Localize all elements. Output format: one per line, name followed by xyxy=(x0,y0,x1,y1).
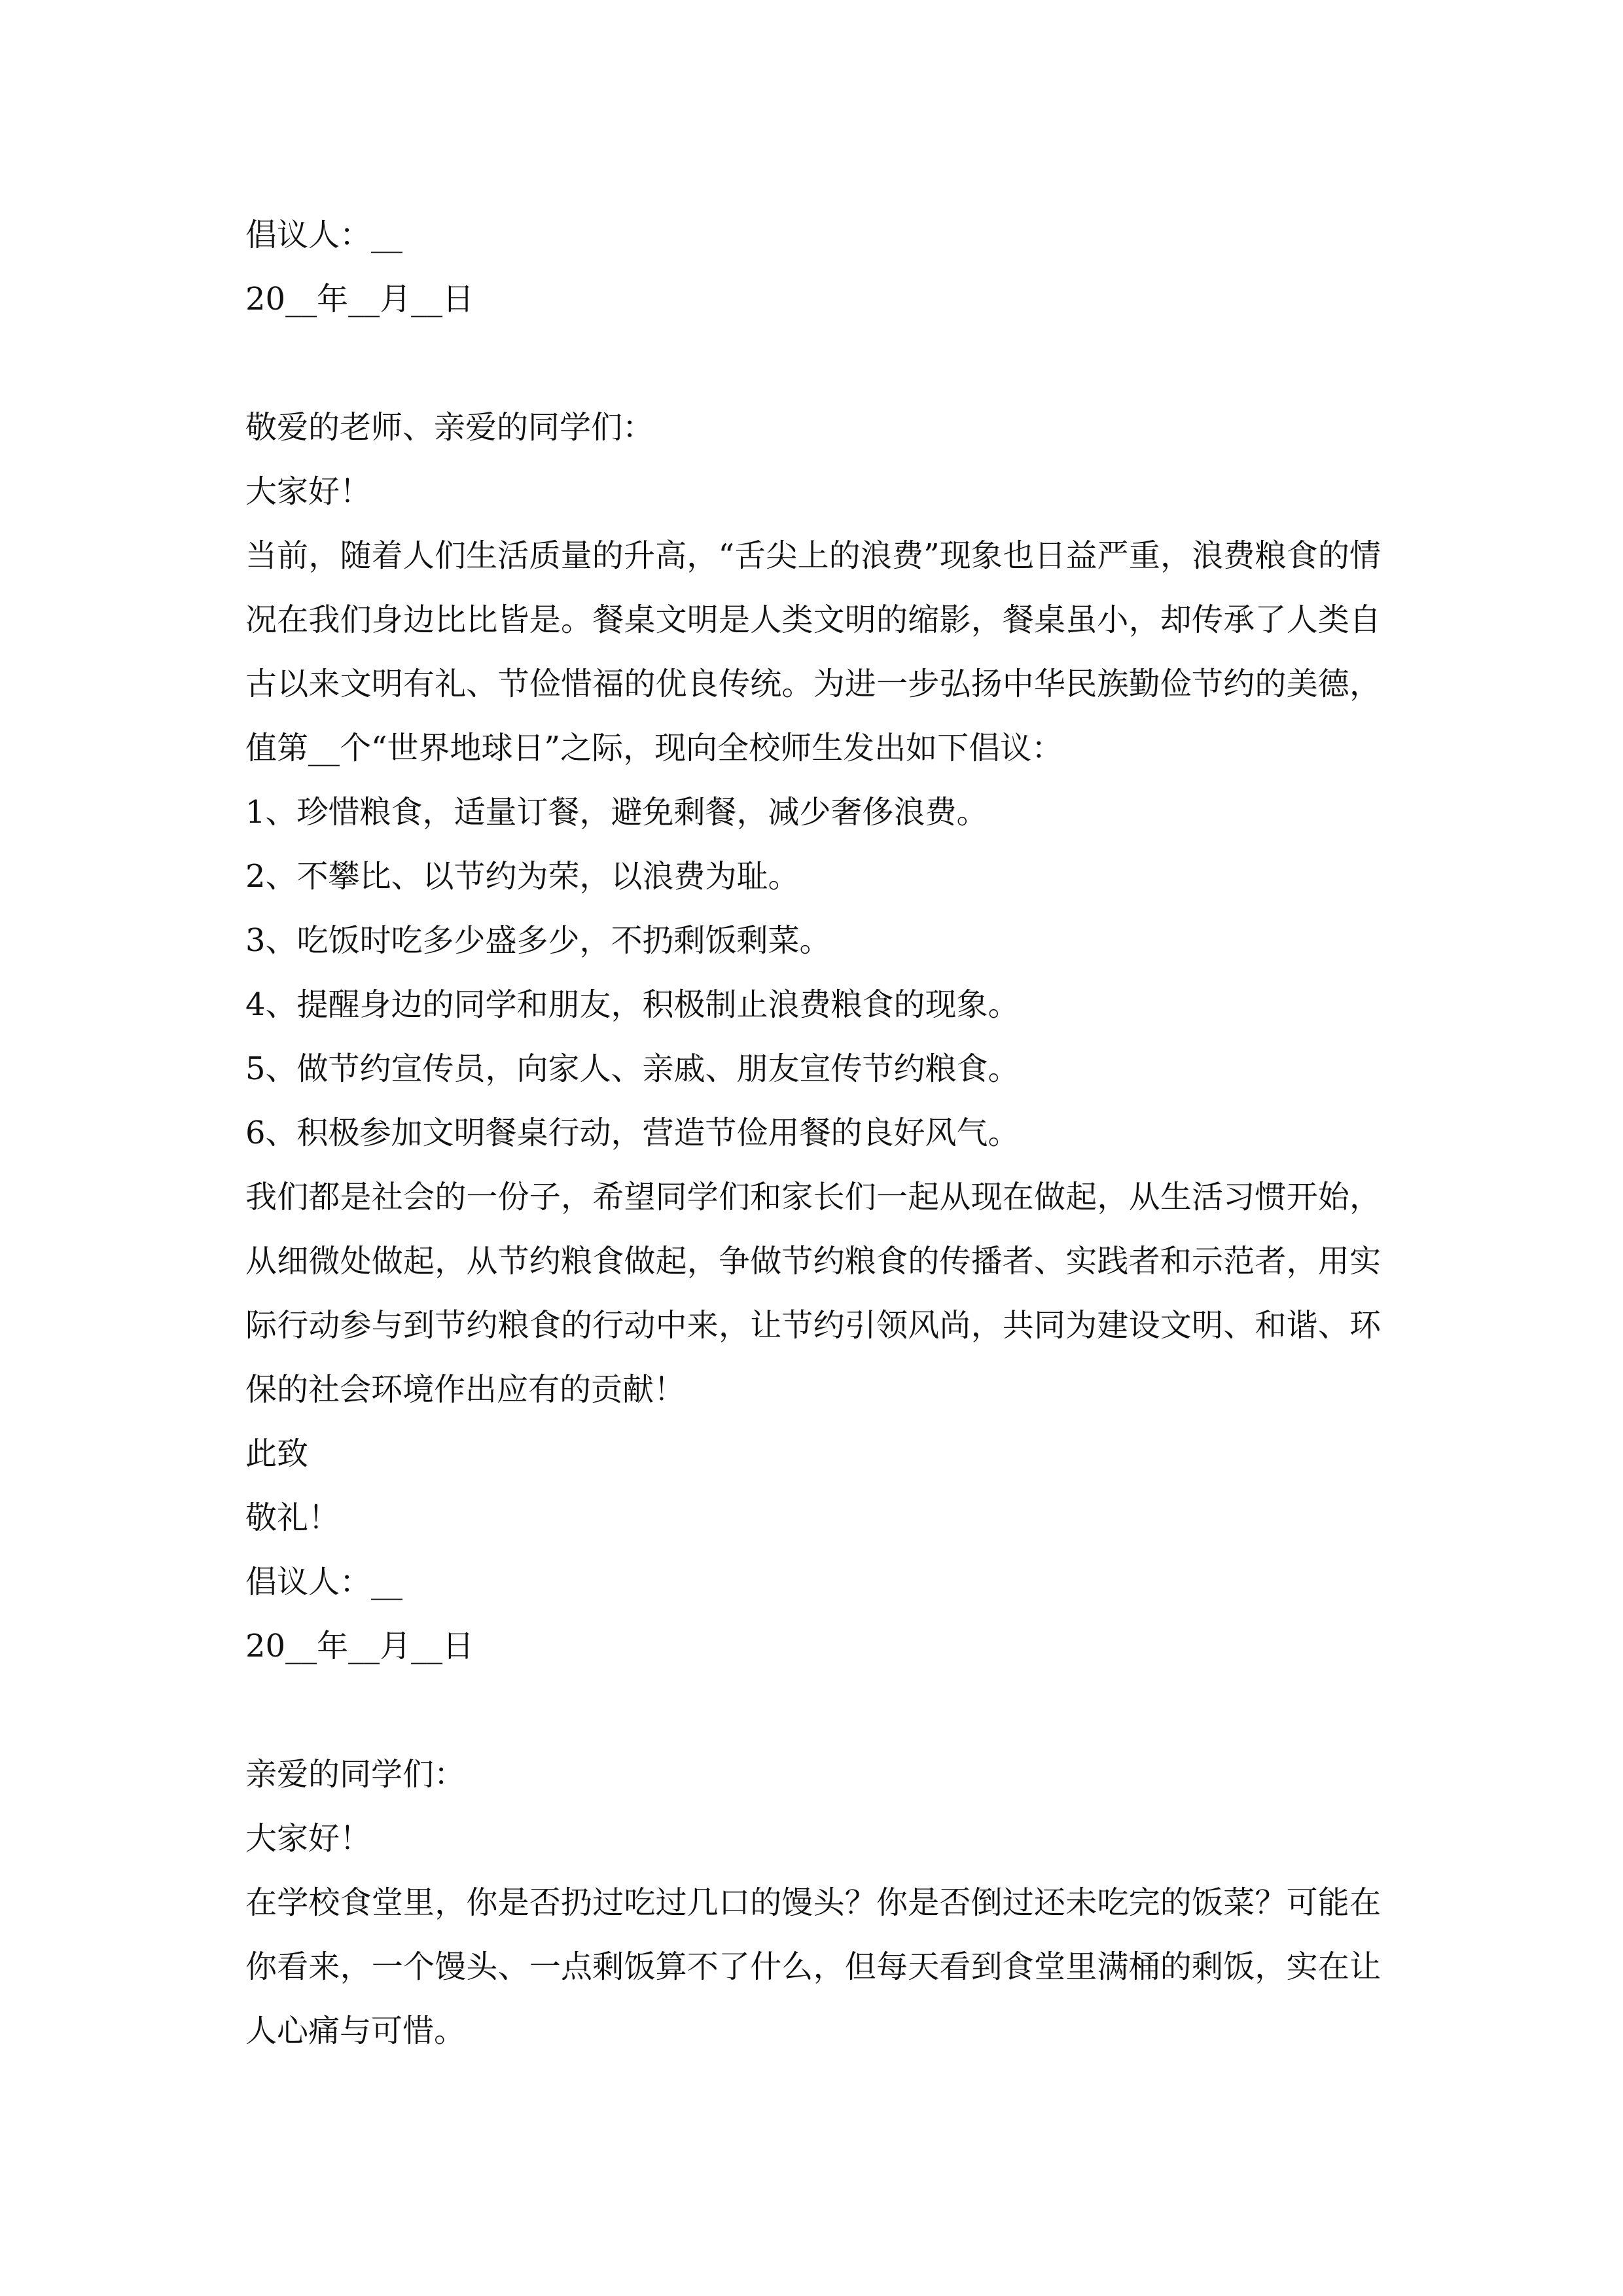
proposal-item: 1、珍惜粮食，适量订餐，避免剩餐，减少奢侈浪费。 xyxy=(245,794,988,831)
sign-off-zhici: 此致 xyxy=(245,1435,309,1472)
date-line: 20__年__月__日 xyxy=(245,1628,474,1664)
proposer-line: 倡议人：__ xyxy=(245,1564,403,1600)
proposal-item: 6、积极参加文明餐桌行动，营造节俭用餐的良好风气。 xyxy=(245,1115,1020,1151)
proposal-item: 5、做节约宣传员，向家人、亲戚、朋友宣传节约粮食。 xyxy=(245,1050,1020,1087)
body-paragraph: 在学校食堂里，你是否扔过吃过几口的馒头？你是否倒过还未吃完的饭菜？可能在你看来，一个馒头、一点剩饭算不了什么，但每天看到食堂里满桶的剩饭，实在让人心痛与可惜。 xyxy=(245,1884,1381,2049)
intro-paragraph: 当前，随着人们生活质量的升高，“舌尖上的浪费”现象也日益严重，浪费粮食的情况在我们身边比比皆是。餐桌文明是人类文明的缩影，餐桌虽小，却传承了人类自古以来文明有礼、节俭惜福的优良传统。为进一步弘扬中华民族勤俭节约的美德，值第__个“世界地球日”之际，现向全校师生发出如下倡议： xyxy=(245,537,1381,766)
section-gap xyxy=(245,331,1381,395)
proposal-item: 3、吃饭时吃多少盛多少，不扔剩饭剩菜。 xyxy=(245,922,831,959)
greeting: 大家好！ xyxy=(245,1820,372,1857)
proposer-line: 倡议人：__ xyxy=(245,217,403,253)
proposal-item: 4、提醒身边的同学和朋友，积极制止浪费粮食的现象。 xyxy=(245,986,1020,1023)
document-body xyxy=(245,203,1381,2063)
greeting: 大家好！ xyxy=(245,473,372,510)
date-line: 20__年__月__日 xyxy=(245,281,474,317)
closing-paragraph: 我们都是社会的一份子，希望同学们和家长们一起从现在做起，从生活习惯开始，从细微处做起，从节约粮食做起，争做节约粮食的传播者、实践者和示范者，用实际行动参与到节约粮食的行动中来，让节约引领风尚，共同为建设文明、和谐、环保的社会环境作出应有的贡献！ xyxy=(245,1179,1381,1408)
sign-off-jingli: 敬礼！ xyxy=(245,1499,340,1536)
section-gap xyxy=(245,1678,1381,1742)
salutation: 敬爱的老师、亲爱的同学们： xyxy=(245,409,654,446)
salutation: 亲爱的同学们： xyxy=(245,1756,466,1793)
proposal-item: 2、不攀比、以节约为荣，以浪费为耻。 xyxy=(245,858,800,895)
